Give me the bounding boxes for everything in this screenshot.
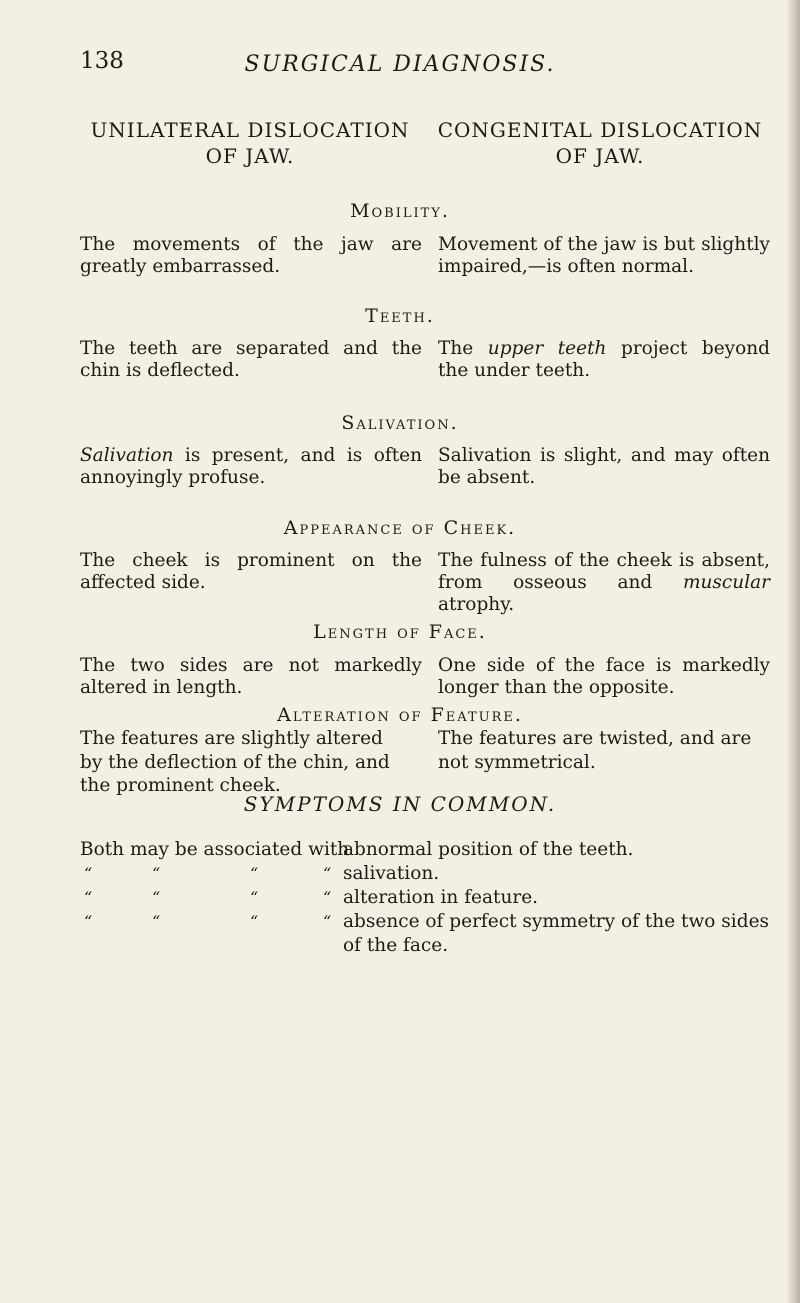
- teeth-unilateral: The teeth are separated and the chin is deflected.: [80, 338, 422, 381]
- left-column-heading: UNILATERAL DISLOCATION OF JAW.: [90, 118, 410, 168]
- feature-congenital-line2: not symmetrical.: [438, 752, 596, 773]
- section-title-salivation: Salivation.: [341, 412, 459, 434]
- column-headings: [80, 117, 770, 177]
- right-column-heading: CONGENITAL DISLOCATION OF JAW.: [437, 118, 763, 168]
- salivation-unilateral: Salivation is present, and is often annoyingly profuse.: [80, 445, 422, 488]
- list-item: “ “ “ “ salivation.: [84, 863, 440, 884]
- feature-unilateral-line3: the prominent cheek.: [80, 775, 281, 796]
- feature-unilateral-line2: by the deflection of the chin, and: [80, 752, 390, 773]
- cheek-unilateral: The cheek is prominent on the affected side.: [80, 550, 422, 593]
- list-item: “ “ “ “ absence of perfect symmetry of the two sides: [84, 911, 770, 932]
- section-title-mobility: Mobility.: [350, 200, 450, 222]
- list-item: “ “ “ “ alteration in feature.: [84, 887, 539, 908]
- common-symptoms-list: [80, 838, 770, 958]
- face-length-congenital: One side of the face is markedly longer than the opposite.: [438, 655, 770, 698]
- section-title-teeth: Teeth.: [365, 305, 435, 327]
- face-length-unilateral: The two sides are not markedly altered in length.: [80, 655, 422, 698]
- mobility-congenital: Movement of the jaw is but slightly impaired,—is often normal.: [438, 234, 770, 277]
- list-item: of the face.: [343, 935, 449, 956]
- running-head: SURGICAL DIAGNOSIS.: [244, 52, 556, 77]
- page-edge-shadow: [786, 0, 800, 1303]
- section-title-cheek: Appearance of Cheek.: [283, 517, 517, 539]
- feature-unilateral-line1: The features are slightly altered: [80, 728, 383, 749]
- mobility-unilateral: The movements of the jaw are greatly embarrassed.: [80, 234, 422, 277]
- salivation-congenital: Salivation is slight, and may often be absent.: [438, 445, 770, 488]
- page-number: 138: [80, 48, 124, 74]
- symptoms-in-common-title: SYMPTOMS IN COMMON.: [243, 792, 557, 816]
- feature-congenital-line1: The features are twisted, and are: [438, 728, 752, 749]
- list-item: Both may be associated with abnormal position of the teeth.: [80, 839, 634, 860]
- teeth-congenital: The upper teeth project beyond the under teeth.: [438, 338, 770, 381]
- section-title-face-length: Length of Face.: [313, 621, 487, 643]
- section-title-feature: Alteration of Feature.: [277, 704, 523, 726]
- cheek-congenital: The fulness of the cheek is absent, from osseous and muscular atrophy.: [438, 550, 770, 615]
